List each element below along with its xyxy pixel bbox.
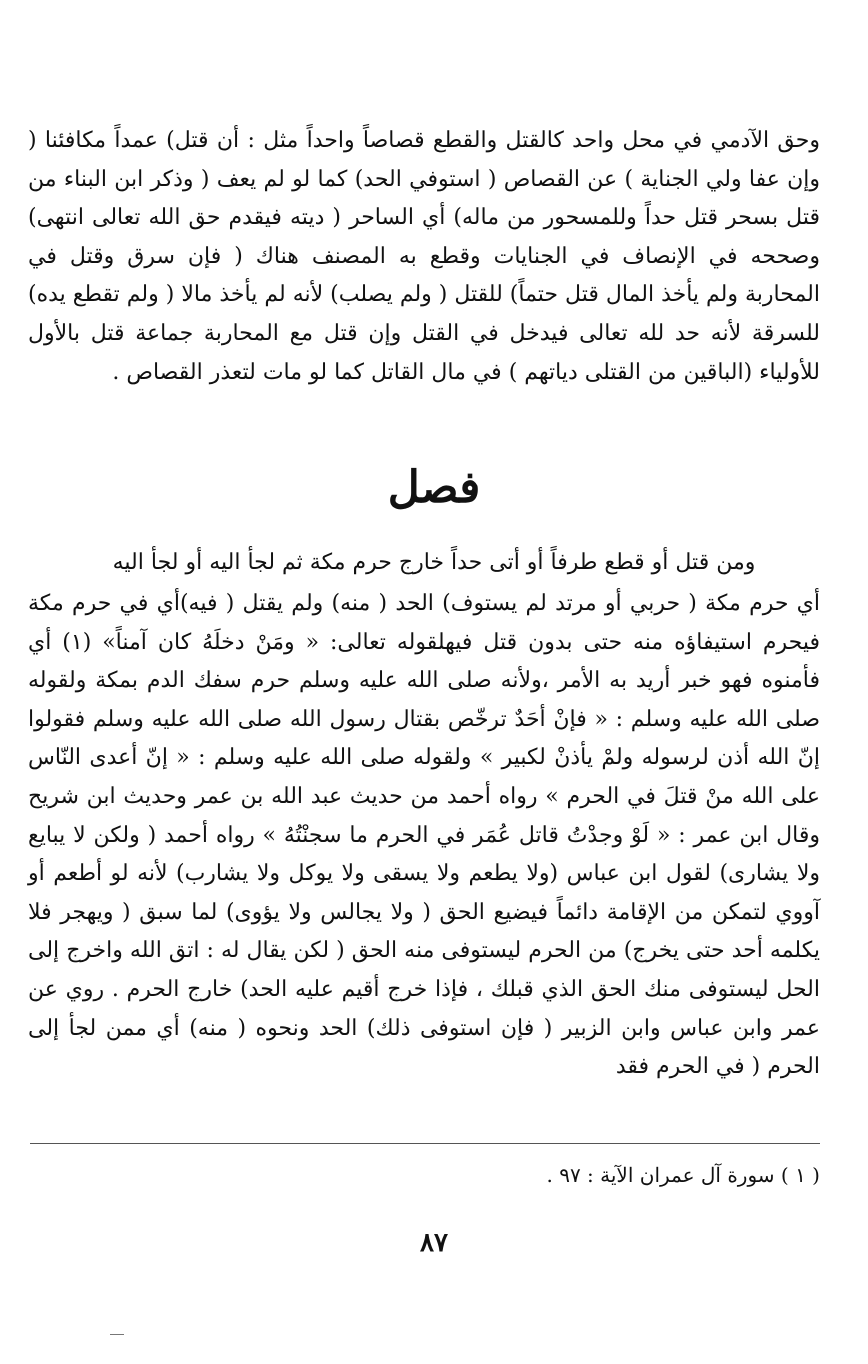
section-subheading: ومن قتل أو قطع طرفاً أو أتى حداً خارج حرم مكة ثم لجأ اليه أو لجأ اليه xyxy=(112,550,756,575)
page-number: ٨٧ xyxy=(420,1228,448,1258)
footnote-divider xyxy=(30,1143,820,1144)
scan-edge-mark xyxy=(110,1334,124,1335)
body-paragraph-1: وحق الآدمي في محل واحد كالقتل والقطع قصاصاً واحداً مثل : أن قتل) عمداً مكافئنا ( وإن عفا ولي الجناية ) عن القصاص ( استوفي الحد) كما لو لم يعف ( وذكر ابن البناء من قتل بسحر قتل حداً وللمسحور من ماله) أي الساحر ( ديته فيقدم حق الله تعالى انتهى) وصححه في الإنصاف في الجنايات وقطع به المصنف هناك ( فإن سرق وقتل في المحاربة ولم يأخذ المال قتل حتماً) للقتل ( ولم يصلب) لأنه لم يأخذ مالا ( ولم تقطع يده) للسرقة لأنه حد لله تعالى فيدخل في القتل وإن قتل مع المحاربة جماعة قتل بالأول للأولياء (الباقين من القتلى دياتهم ) في مال القاتل كما لو مات لتعذر القصاص . xyxy=(28,128,821,385)
body-paragraph-2: أي حرم مكة ( حربي أو مرتد لم يستوف) الحد ( منه) ولم يقتل ( فيه)أي في حرم مكة فيحرم استيفاؤه منه حتى بدون قتل فيهلقوله تعالى: « ومَنْ دخلَهُ كان آمناً» (١) أي فأمنوه فهو خبر أريد به الأمر ،ولأنه صلى الله عليه وسلم حرم سفك الدم بمكة ولقوله صلى الله عليه وسلم : « فإنْ أحَدٌ ترخّص بقتال رسول الله صلى الله عليه وسلم فقولوا إنّ الله أذن لرسوله ولمْ يأذنْ لكبير » ولقوله صلى الله عليه وسلم : « إنّ أعدى النّاس على الله منْ قتلَ في الحرم » رواه أحمد من حديث عبد الله بن عمر وحديث ابن شريح وقال ابن عمر : « لَوْ وجدْتُ قاتل عُمَر في الحرم ما سجنْتُهُ » رواه أحمد ( ولكن لا يبايع ولا يشارى) لقول ابن عباس (ولا يطعم ولا يسقى ولا يوكل ولا يشارب) لأنه لو أطعم أو آووي لتمكن من الإقامة دائماً فيضيع الحق ( ولا يجالس ولا يؤوى) لما سبق ( ويهجر فلا يكلمه أحد حتى يخرج) من الحرم ليستوفى منه الحق ( لكن يقال له : اتق الله واخرج إلى الحل ليستوفى منك الحق الذي قبلك ، فإذا خرج أقيم عليه الحد) خارج الحرم . روي عن عمر وابن عباس وابن الزبير ( فإن استوفى ذلك) الحد ونحوه ( منه) أي ممن لجأ إلى الحرم ( في الحرم فقد xyxy=(28,591,820,1080)
footnote: ( ١ ) سورة آل عمران الآية : ٩٧ . xyxy=(546,1163,820,1187)
section-heading: فصل xyxy=(387,462,481,513)
